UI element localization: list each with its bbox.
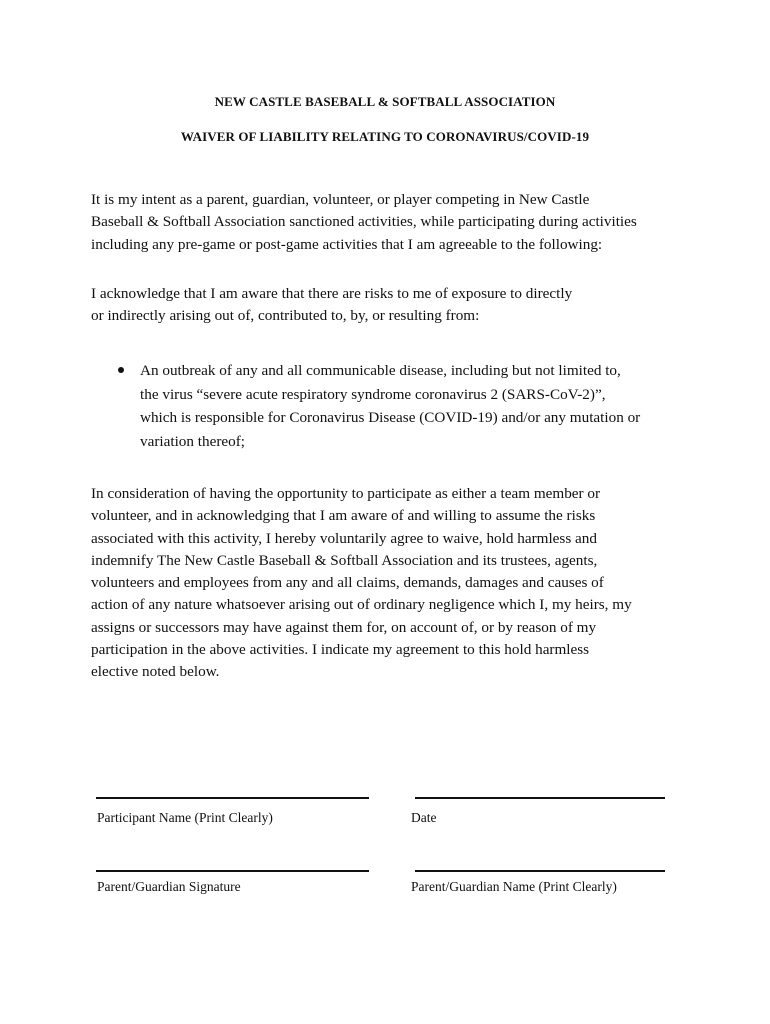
consideration-line: volunteers and employees from any and all claims, demands, damages and causes of	[91, 574, 604, 592]
consideration-line: indemnify The New Castle Baseball & Softball Association and its trustees, agents,	[91, 551, 598, 569]
acknowledge-paragraph	[91, 283, 691, 328]
consideration-line: elective noted below.	[91, 663, 220, 681]
participant-name-label: Participant Name (Print Clearly)	[97, 810, 273, 825]
risk-bullet-list	[91, 359, 711, 453]
intro-line: including any pre-game or post-game activities that I am agreeable to the following:	[91, 235, 603, 253]
acknowledge-line: or indirectly arising out of, contributed to, by, or resulting from:	[91, 307, 480, 325]
participant-name-line[interactable]	[96, 797, 369, 799]
intro-line: It is my intent as a parent, guardian, volunteer, or player competing in New Castle	[91, 191, 590, 208]
date-line[interactable]	[415, 797, 665, 799]
consideration-line: participation in the above activities. I indicate my agreement to this hold harmless	[91, 641, 590, 659]
bullet-line: variation thereof;	[140, 432, 245, 450]
consideration-line: assigns or successors may have against them for, on account of, or by reason of my	[91, 618, 597, 636]
consideration-paragraph	[91, 483, 691, 684]
intro-line: Baseball & Softball Association sanctioned activities, while participating during activities	[91, 213, 637, 231]
guardian-name-label: Parent/Guardian Name (Print Clearly)	[411, 879, 617, 894]
intro-paragraph	[91, 189, 691, 256]
consideration-line: In consideration of having the opportunity to participate as either a team member or	[91, 485, 601, 502]
consideration-line: action of any nature whatsoever arising out of ordinary negligence which I, my heirs, my	[91, 596, 632, 614]
guardian-name-line[interactable]	[415, 870, 665, 872]
consideration-line: associated with this activity, I hereby voluntarily agree to waive, hold harmless and	[91, 529, 597, 547]
date-label: Date	[411, 810, 437, 825]
guardian-signature-label: Parent/Guardian Signature	[97, 879, 241, 894]
waiver-title: WAIVER OF LIABILITY RELATING TO CORONAVIRUS/COVID-19	[180, 129, 590, 144]
guardian-signature-line[interactable]	[96, 870, 369, 872]
consideration-line: volunteer, and in acknowledging that I am aware of and willing to assume the risks	[91, 507, 596, 525]
risk-bullet-item	[91, 359, 711, 453]
acknowledge-line: I acknowledge that I am aware that there are risks to me of exposure to directly	[91, 285, 573, 302]
bullet-line: An outbreak of any and all communicable disease, including but not limited to,	[140, 362, 621, 379]
bullet-line: the virus “severe acute respiratory syndrome coronavirus 2 (SARS-CoV-2)”,	[140, 385, 606, 403]
bullet-dot-icon	[118, 367, 124, 373]
bullet-line: which is responsible for Coronavirus Disease (COVID-19) and/or any mutation or	[140, 409, 641, 426]
association-title: NEW CASTLE BASEBALL & SOFTBALL ASSOCIATION	[214, 94, 556, 109]
